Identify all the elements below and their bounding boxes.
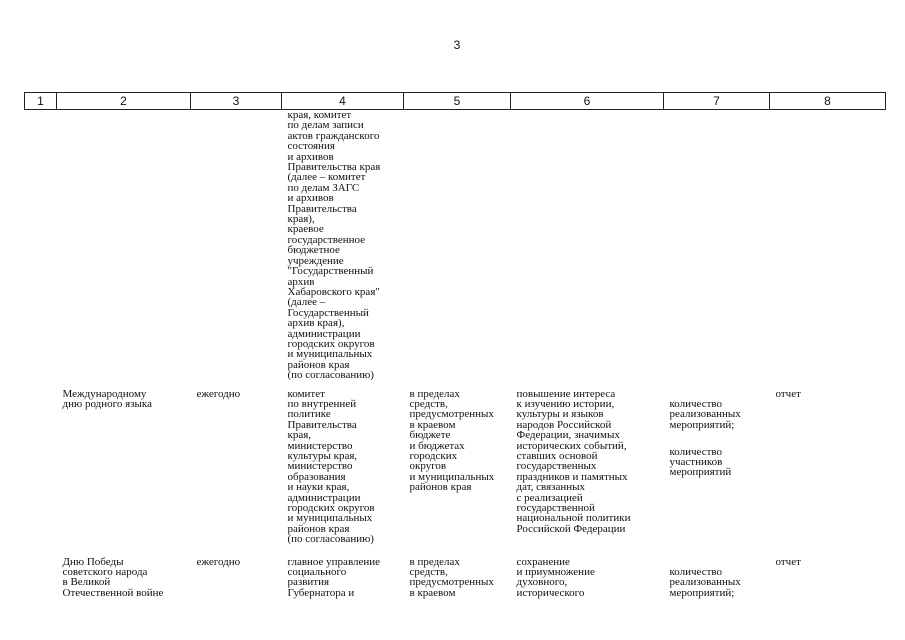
cell-executors: комитет по внутренней политике Правительства края, министерство культуры края, министерство образования и науки края, администрации городских округов и муниципальных районов края (по согласованию) [287, 387, 375, 546]
cell-result: сохранение и приумножение духовного, исторического [516, 555, 595, 599]
header-row [25, 93, 886, 110]
cell-reporting: отчет [775, 555, 801, 568]
cell-event [57, 110, 191, 387]
cell-result [511, 110, 664, 387]
column-header-8: 8 [770, 93, 886, 110]
cell-event: Международному дню родного языка [62, 387, 152, 410]
cell-funding [404, 110, 511, 387]
cell-funding: в пределах средств, предусмотренных в краевом бюджете и бюджетах городских округов и муниципальных районов края [409, 387, 495, 494]
continuation-row [25, 110, 886, 387]
cell-result: повышение интереса к изучению истории, культуры и языков народов Российской Федерации, значимых исторических событий, ставших основой государственных праздников и памятных дат, связанных с реализацией государственной национальной политики Российской Федерации [516, 387, 631, 535]
column-header-7: 7 [664, 93, 770, 110]
cell-funding: в пределах средств, предусмотренных в краевом [409, 555, 494, 599]
cell-period [191, 110, 282, 387]
cell-number [25, 555, 57, 625]
cell-period: ежегодно [196, 387, 241, 400]
cell-event: Дню Победы советского народа в Великой Отечественной войне [62, 555, 164, 599]
column-header-6: 6 [511, 93, 664, 110]
column-header-5: 5 [404, 93, 511, 110]
indicator-item: количество реализованных мероприятий; [669, 397, 741, 431]
cell-indicators [664, 387, 770, 555]
plan-table [24, 92, 886, 625]
column-header-3: 3 [191, 93, 282, 110]
cell-reporting: отчет [775, 387, 801, 400]
column-header-2: 2 [57, 93, 191, 110]
indicator-item: количество участников мероприятий [669, 445, 732, 479]
cell-indicators [664, 555, 770, 625]
cell-period: ежегодно [196, 555, 241, 568]
table-row [25, 387, 886, 555]
cell-indicators [664, 110, 770, 387]
indicator-item: количество реализованных мероприятий; [669, 566, 741, 599]
cell-reporting [770, 110, 886, 387]
cell-executors: главное управление социального развития Губернатора и [287, 555, 381, 599]
page-number: 3 [453, 38, 461, 52]
column-header-1: 1 [25, 93, 57, 110]
cell-executors: края, комитет по делам записи актов гражданского состояния и архивов Правительства края (далее – комитет по делам ЗАГС и архивов Правительства края), краевое государственное бюджетное учреждение "Государственный архив Хабаровского края" (далее – Государственный архив края), администрации городских округов и муниципальных районов края (по согласованию) [287, 109, 381, 382]
cell-number [25, 387, 57, 555]
cell-number [25, 110, 57, 387]
table-row [25, 555, 886, 625]
column-header-4: 4 [282, 93, 404, 110]
